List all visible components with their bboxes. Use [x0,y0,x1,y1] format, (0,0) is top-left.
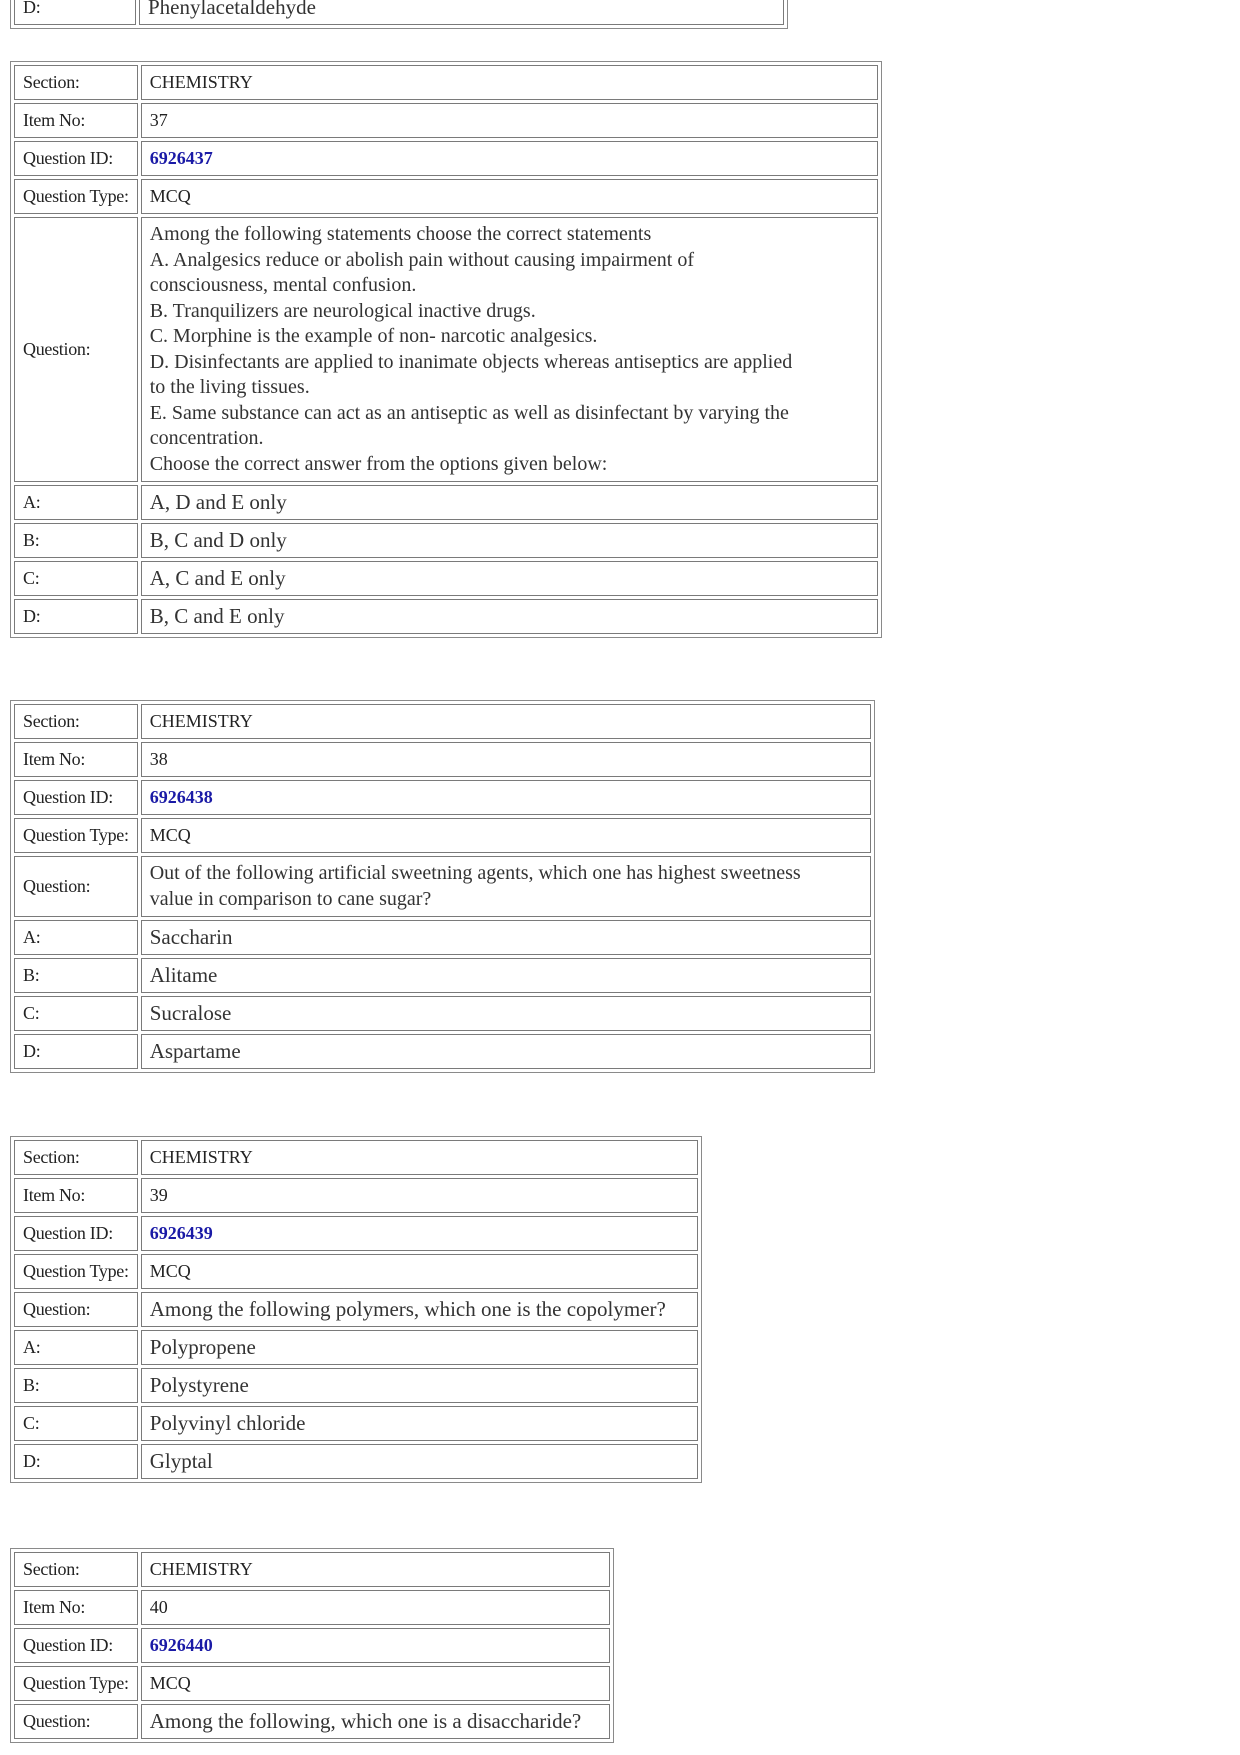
question-id-row [14,141,878,176]
option-b-text: Alitame [141,958,871,993]
question-type-value: MCQ [141,1666,610,1701]
question-line: consciousness, mental confusion. [149,274,417,296]
question-type-label: Question Type: [14,1254,138,1289]
item-no-label: Item No: [14,742,138,777]
option-b-row [14,523,878,558]
option-b-label: B: [14,1368,138,1403]
question-id-label: Question ID: [14,141,138,176]
section-label: Section: [14,1140,138,1175]
option-c-row [14,561,878,596]
option-a-label: A: [14,485,138,520]
option-a-label: A: [14,920,138,955]
question-line: value in comparison to cane sugar? [149,887,432,910]
option-a-label: A: [14,1330,138,1365]
option-d-text: Aspartame [141,1034,871,1069]
option-b-label: B: [14,958,138,993]
option-c-label: C: [14,996,138,1031]
option-a-text: Saccharin [141,920,871,955]
item-no-label: Item No: [14,1178,138,1213]
question-table-39 [10,1136,702,1483]
section-row [14,65,878,100]
question-table-prev [10,0,788,29]
question-line: D. Disinfectants are applied to inanimate objects whereas antiseptics are applied [149,350,793,373]
question-line: B. Tranquilizers are neurological inactive drugs. [149,299,536,322]
question-line: E. Same substance can act as an antiseptic as well as disinfectant by varying the [149,401,789,424]
question-table-38 [10,700,875,1073]
question-id-label: Question ID: [14,1628,138,1663]
question-id-value: 6926438 [141,780,871,815]
item-no-value: 37 [141,103,878,138]
option-c-label: C: [14,1406,138,1441]
item-no-row [14,1590,610,1625]
option-b-text: B, C and D only [141,523,878,558]
section-value: CHEMISTRY [141,1140,698,1175]
item-no-row [14,742,871,777]
option-c-text: Sucralose [141,996,871,1031]
question-id-row [14,1628,610,1663]
question-line: A. Analgesics reduce or abolish pain without causing impairment of [149,248,695,271]
option-a-row [14,920,871,955]
section-row [14,704,871,739]
question-label: Question: [14,1704,138,1739]
question-id-row [14,780,871,815]
question-type-row [14,1254,698,1289]
option-c-label: C: [14,561,138,596]
item-no-value: 39 [141,1178,698,1213]
item-no-row [14,1178,698,1213]
option-a-text: Polypropene [141,1330,698,1365]
item-no-value: 40 [141,1590,610,1625]
question-text: Among the following polymers, which one is the copolymer? [141,1292,698,1327]
question-text: Among the following, which one is a disaccharide? [141,1704,610,1739]
option-d-row [14,1034,871,1069]
question-line: concentration. [149,427,264,449]
item-no-label: Item No: [14,103,138,138]
option-d-row [14,599,878,634]
option-c-row [14,1406,698,1441]
question-id-value: 6926437 [141,141,878,176]
option-d-label: D: [14,1444,138,1479]
section-row [14,1140,698,1175]
option-b-label: B: [14,523,138,558]
section-value: CHEMISTRY [141,704,871,739]
option-d-label: D: [14,0,136,25]
question-type-value: MCQ [141,179,878,214]
question-id-value: 6926439 [141,1216,698,1251]
question-type-row [14,179,878,214]
question-text [141,217,878,482]
question-type-label: Question Type: [14,1666,138,1701]
option-c-text: A, C and E only [141,561,878,596]
question-row [14,1704,610,1739]
question-type-label: Question Type: [14,818,138,853]
option-d-text: Glyptal [141,1444,698,1479]
item-no-row [14,103,878,138]
item-no-value: 38 [141,742,871,777]
option-d-text: B, C and E only [141,599,878,634]
option-b-text: Polystyrene [141,1368,698,1403]
question-id-label: Question ID: [14,1216,138,1251]
question-type-value: MCQ [141,818,871,853]
question-table-40 [10,1548,614,1743]
option-b-row [14,1368,698,1403]
option-d-label: D: [14,1034,138,1069]
question-id-label: Question ID: [14,780,138,815]
option-b-row [14,958,871,993]
section-value: CHEMISTRY [141,65,878,100]
option-d-text: Phenylacetaldehyde [139,0,784,25]
question-label: Question: [14,856,138,917]
question-table-37 [10,61,882,638]
question-row [14,1292,698,1327]
item-no-label: Item No: [14,1590,138,1625]
question-type-value: MCQ [141,1254,698,1289]
section-label: Section: [14,65,138,100]
option-d-row [14,0,784,25]
option-a-text: A, D and E only [141,485,878,520]
option-d-row [14,1444,698,1479]
section-label: Section: [14,704,138,739]
question-row [14,856,871,917]
question-type-row [14,1666,610,1701]
section-row [14,1552,610,1587]
option-d-label: D: [14,599,138,634]
question-line: Out of the following artificial sweetning agents, which one has highest sweetness [149,862,801,884]
section-value: CHEMISTRY [141,1552,610,1587]
question-type-row [14,818,871,853]
option-c-text: Polyvinyl chloride [141,1406,698,1441]
question-line: to the living tissues. [149,376,310,398]
question-label: Question: [14,217,138,482]
question-type-label: Question Type: [14,179,138,214]
option-a-row [14,485,878,520]
question-id-row [14,1216,698,1251]
section-label: Section: [14,1552,138,1587]
question-text [141,856,871,917]
question-label: Question: [14,1292,138,1327]
question-line: Choose the correct answer from the options given below: [149,452,608,475]
option-a-row [14,1330,698,1365]
option-c-row [14,996,871,1031]
question-row [14,217,878,482]
question-line: C. Morphine is the example of non- narcotic analgesics. [149,325,598,347]
question-id-value: 6926440 [141,1628,610,1663]
question-line: Among the following statements choose the correct statements [149,223,652,245]
